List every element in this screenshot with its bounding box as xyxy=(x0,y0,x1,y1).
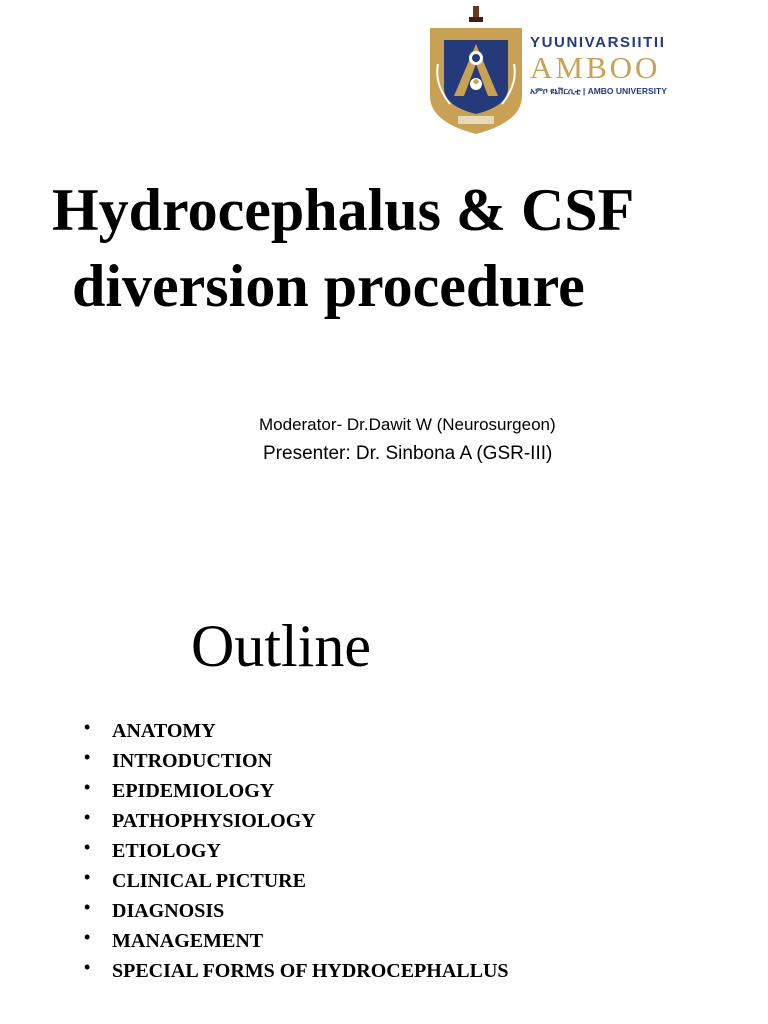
logo-line-amboo: AMBOO xyxy=(530,50,661,85)
outline-item-label: INTRODUCTION xyxy=(112,750,273,772)
presenter-text: Presenter: Dr. Sinbona A (GSR-III) xyxy=(263,443,553,464)
outline-item-label: EPIDEMIOLOGY xyxy=(112,780,275,802)
amboo-university-shield-icon xyxy=(424,4,528,136)
bullet-icon: • xyxy=(84,717,91,737)
slide-title xyxy=(52,172,742,324)
bullet-icon: • xyxy=(84,747,91,767)
bullet-icon: • xyxy=(84,897,91,917)
outline-item-label: CLINICAL PICTURE xyxy=(112,870,306,892)
slide-title-line2: diversion procedure xyxy=(72,253,585,319)
outline-item-label: MANAGEMENT xyxy=(112,930,264,952)
outline-item-label: SPECIAL FORMS OF HYDROCEPHALLUS xyxy=(112,960,509,982)
bullet-icon: • xyxy=(84,957,91,977)
logo-line-oromo: YUUNIVARSIITII xyxy=(530,34,666,51)
bullet-icon: • xyxy=(84,837,91,857)
outline-item-label: PATHOPHYSIOLOGY xyxy=(112,810,316,832)
university-logo xyxy=(424,4,724,136)
moderator-text: Moderator- Dr.Dawit W (Neurosurgeon) xyxy=(259,415,556,434)
outline-item-label: ETIOLOGY xyxy=(112,840,221,862)
logo-wordmark xyxy=(530,34,720,97)
bullet-icon: • xyxy=(84,777,91,797)
slide-title-line1: Hydrocephalus & CSF xyxy=(52,177,635,243)
bullet-icon: • xyxy=(84,807,91,827)
bullet-icon: • xyxy=(84,867,91,887)
outline-item-label: DIAGNOSIS xyxy=(112,900,225,922)
outline-heading: Outline xyxy=(191,613,371,679)
outline-item-label: ANATOMY xyxy=(112,720,216,742)
bullet-icon: • xyxy=(84,927,91,947)
logo-line-english: አምቦ ዩኒቨርሲቲ | AMBO UNIVERSITY xyxy=(530,86,667,96)
